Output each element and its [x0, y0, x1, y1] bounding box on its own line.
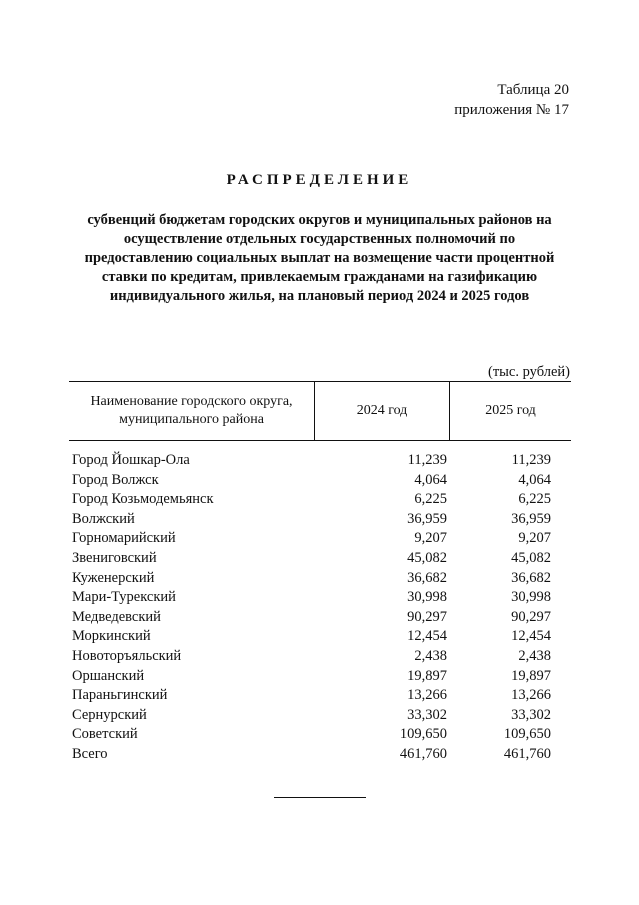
- row-value-2025: 12,454: [511, 628, 551, 645]
- row-value-2024: 11,239: [407, 452, 447, 468]
- row-name: Город Волжск: [72, 471, 159, 488]
- row-value-2024: 36,959: [407, 510, 447, 527]
- row-name: Город Йошкар-Ола: [72, 452, 190, 468]
- table-row: [69, 667, 571, 687]
- document-subtitle: [60, 211, 579, 306]
- appendix-reference: [454, 80, 569, 120]
- table-row-total: [69, 745, 571, 765]
- row-value-2024: 461,760: [399, 745, 447, 762]
- subtitle-line: индивидуального жилья, на плановый период 2024 и 2025 годов: [109, 288, 530, 304]
- row-value-2025: 13,266: [511, 687, 551, 704]
- table-row: [69, 451, 571, 471]
- units-label: (тыс. рублей): [488, 364, 570, 380]
- row-value-2024: 30,998: [407, 589, 447, 606]
- row-value-2024: 9,207: [414, 530, 447, 547]
- row-value-2025: 461,760: [503, 745, 551, 762]
- row-value-2024: 109,650: [399, 726, 447, 743]
- table-row: [69, 569, 571, 589]
- row-value-2025: 45,082: [511, 549, 551, 566]
- table-row: [69, 725, 571, 745]
- table-row: [69, 647, 571, 667]
- subtitle-line: предоставлению социальных выплат на возмещение части процентной: [84, 250, 555, 266]
- table-row: [69, 627, 571, 647]
- document-heading: РАСПРЕДЕЛЕНИЕ: [226, 172, 413, 188]
- subtitle-line: осуществление отдельных государственных полномочий по: [123, 231, 516, 247]
- row-value-2025: 2,438: [518, 647, 551, 664]
- row-name: Куженерский: [72, 569, 155, 586]
- row-value-2024: 19,897: [407, 667, 447, 684]
- row-value-2025: 19,897: [511, 667, 551, 684]
- row-name: Советский: [72, 726, 138, 743]
- row-value-2024: 33,302: [407, 706, 447, 723]
- column-header-name: Наименование городского округа, муниципального района: [69, 382, 315, 440]
- table-row: [69, 529, 571, 549]
- table-row: [69, 490, 571, 510]
- row-value-2025: 36,959: [511, 510, 551, 527]
- table-row: [69, 608, 571, 628]
- table-row: [69, 588, 571, 608]
- subtitle-line: субвенций бюджетам городских округов и муниципальных районов на: [87, 212, 552, 228]
- row-value-2025: 33,302: [511, 706, 551, 723]
- table-row: [69, 686, 571, 706]
- row-name: Мари-Турекский: [72, 589, 176, 606]
- row-name: Звениговский: [72, 549, 157, 566]
- row-name: Параньгинский: [72, 687, 168, 704]
- row-value-2024: 4,064: [414, 471, 447, 488]
- table-row: [69, 471, 571, 491]
- row-name: Новоторъяльский: [72, 647, 182, 664]
- row-value-2024: 12,454: [407, 628, 447, 645]
- row-name: Оршанский: [72, 667, 145, 684]
- row-value-2025: 4,064: [518, 471, 551, 488]
- row-value-2025: 30,998: [511, 589, 551, 606]
- row-value-2025: 9,207: [518, 530, 551, 547]
- row-value-2024: 90,297: [407, 608, 447, 625]
- table-body: [69, 451, 571, 765]
- row-value-2025: 11,239: [511, 452, 551, 468]
- row-name: Сернурский: [72, 706, 147, 723]
- row-name: Город Козьмодемьянск: [72, 491, 214, 508]
- row-name: Волжский: [72, 510, 135, 527]
- table-header: [69, 381, 571, 441]
- row-value-2024: 45,082: [407, 549, 447, 566]
- column-header-2024: 2024 год: [315, 382, 450, 440]
- row-value-2024: 6,225: [414, 491, 447, 508]
- row-value-2025: 36,682: [511, 569, 551, 586]
- table-row: [69, 549, 571, 569]
- appendix-table-number: Таблица 20: [497, 82, 569, 98]
- table-row: [69, 510, 571, 530]
- subtitle-line: ставки по кредитам, привлекаемым гражданами на газификацию: [101, 269, 538, 285]
- row-value-2024: 36,682: [407, 569, 447, 586]
- row-name: Горномарийский: [72, 530, 176, 547]
- table-row: [69, 706, 571, 726]
- row-name: Моркинский: [72, 628, 151, 645]
- row-value-2025: 6,225: [518, 491, 551, 508]
- row-name: Всего: [72, 745, 108, 762]
- end-separator-line: [274, 797, 366, 798]
- row-value-2025: 90,297: [511, 608, 551, 625]
- row-value-2025: 109,650: [503, 726, 551, 743]
- appendix-annex-number: приложения № 17: [454, 102, 569, 118]
- row-value-2024: 2,438: [414, 647, 447, 664]
- row-name: Медведевский: [72, 608, 161, 625]
- column-header-2025: 2025 год: [485, 403, 536, 418]
- row-value-2024: 13,266: [407, 687, 447, 704]
